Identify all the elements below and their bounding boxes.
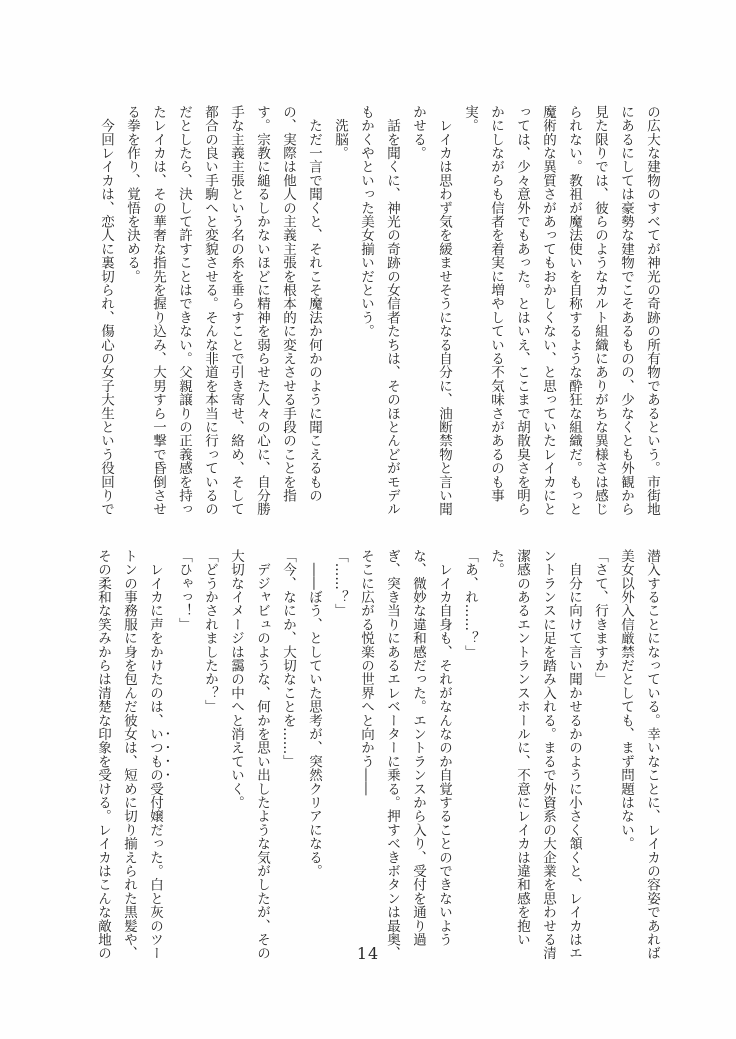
vertical-text-line: 「あ、れ……？」: [462, 549, 478, 659]
vertical-text-line: トンの事務服に身を包んだ彼女は、短めに切り揃えられた黒髪や、: [121, 549, 137, 960]
vertical-text-line: たレイカは、その華奢な指先を握り込み、大男すら一撃で昏倒させ: [150, 105, 166, 516]
vertical-text-line: もかくやといった美女揃いだという。: [358, 105, 374, 338]
text-segment: 受付嬢だった。白と灰のツー: [147, 781, 163, 961]
vertical-text-line: っては、少々意外でもあった。とはいえ、ここまで胡散臭さを明ら: [514, 105, 530, 516]
vertical-text-line: な、微妙な違和感だった。エントランスから入り、受付を通り過: [410, 549, 426, 947]
vertical-text-line: [142, 549, 171, 965]
vertical-text-line: 美女以外入信厳禁だとしても、まず問題はない。: [618, 549, 634, 851]
vertical-text-line: 自分に向けて言い聞かせるかのように小さく頷くと、レイカはエ: [566, 549, 582, 960]
vertical-text-line: 「ひゃっ！」: [176, 549, 192, 632]
emphasis-text: いつもの: [147, 727, 163, 782]
text-segment: レイカに声をかけたのは、: [147, 549, 163, 728]
vertical-text-line: の、実際は他人の主義主張を根本的に変えさせる手段のことを指: [280, 105, 296, 503]
vertical-text-line: 魔術的な異質さがあってもおかしくない、と思っていたレイカにと: [540, 105, 556, 516]
vertical-text-line: 大切なイメージは靄の中へと消えていく。: [228, 549, 244, 810]
vertical-text-line: レイカは思わず気を緩ませそうになる自分に、油断禁物と言い聞: [436, 105, 452, 516]
vertical-text-line: デジャビュのような、何かを思い出したような気がしたが、その: [254, 549, 270, 960]
vertical-text-line: 都合の良い手駒へと変貌させる。そんな非道を本当に行っているの: [202, 105, 218, 516]
vertical-text-line: レイカ自身も、それがなんなのか自覚することのできないよう: [436, 549, 452, 947]
text-band-top: [93, 105, 665, 521]
page-number: 14: [356, 944, 380, 963]
vertical-text-line: 見た限りでは、彼らのようなカルト組織にありがちな異様さは感じ: [592, 105, 608, 516]
vertical-text-line: かせる。: [410, 105, 426, 160]
text-band-bottom: [90, 549, 665, 965]
vertical-text-line: 話を聞くに、神光の奇跡の女信者たちは、そのほとんどがモデル: [384, 105, 400, 516]
vertical-text-line: 「さて、行きますか」: [592, 549, 608, 686]
vertical-text-line: 潜入することになっている。幸いなことに、レイカの容姿であれば: [644, 549, 660, 960]
vertical-text-line: る拳を作り、覚悟を決める。: [124, 105, 140, 284]
vertical-text-line: 「……？」: [332, 549, 348, 618]
vertical-text-line: ぎ、突き当りにあるエレベーターに乗る。押すべきボタンは最奥、: [384, 549, 400, 960]
vertical-text-line: す。宗教に縋るしかないほどに精神を弱らせた人々の心に、自分勝: [254, 105, 270, 516]
vertical-text-line: 洗脳。: [332, 105, 348, 160]
vertical-text-line: ――ぼう、としていた思考が、突然クリアになる。: [306, 549, 322, 878]
vertical-text-line: にあるにしては豪勢な建物でこそあるものの、少なくとも外観から: [618, 105, 634, 516]
vertical-text-line: 潔感のあるエントランスホールに、不意にレイカは違和感を抱い: [514, 549, 530, 947]
vertical-text-line: 実。: [462, 105, 478, 133]
vertical-text-line: ントランスに足を踏み入れる。まるで外資系の大企業を思わせる清: [540, 549, 556, 960]
vertical-text-line: そこに広がる悦楽の世界へと向かう――: [358, 549, 374, 796]
vertical-text-line: の広大な建物のすべてが神光の奇跡の所有物であるという。市街地: [644, 105, 660, 516]
vertical-text-line: 「どうかされましたか？」: [202, 549, 218, 714]
vertical-text-line: た。: [488, 549, 504, 577]
vertical-text-line: その柔和な笑みからは清楚な印象を受ける。レイカはこんな敵地の: [95, 549, 111, 960]
vertical-text-line: 「今、なにか、大切なことを……」: [280, 549, 296, 769]
vertical-text-line: かにしながらも信者を着実に増やしている不気味さがあるのも事: [488, 105, 504, 503]
vertical-text-line: 手な主義主張という名の糸を垂らすことで引き寄せ、絡め、そして: [228, 105, 244, 516]
vertical-text-line: 今回レイカは、恋人に裏切られ、傷心の女子大生という役回りで: [98, 105, 114, 516]
vertical-text-line: だとしたら、決して許すことはできない。父親譲りの正義感を持っ: [176, 105, 192, 516]
vertical-text-line: られない。教祖が魔法使いを自称するような酔狂な組織だ。もっと: [566, 105, 582, 516]
vertical-text-line: ただ一言で聞くと、それこそ魔法か何かのように聞こえるもの: [306, 105, 322, 503]
